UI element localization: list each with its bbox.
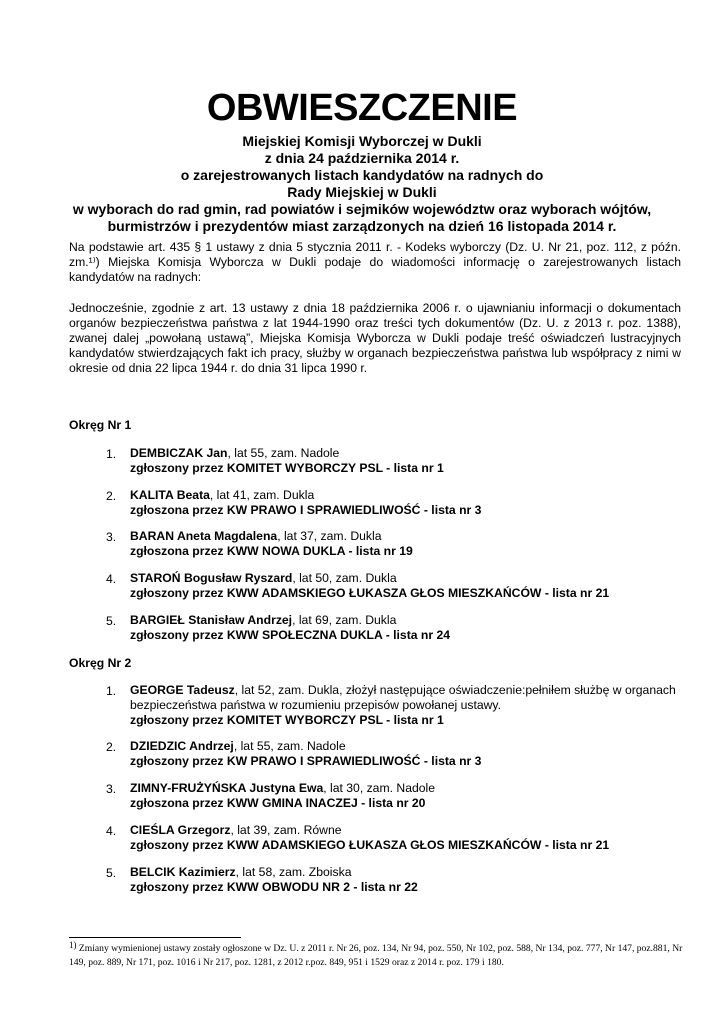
- candidate-details: , lat 50, zam. Dukla: [292, 571, 397, 585]
- candidate-name: ZIMNY-FRUŻYŃSKA Justyna Ewa: [130, 781, 324, 795]
- candidate-number: 2.: [106, 740, 117, 754]
- candidate-number: 1.: [106, 447, 117, 461]
- candidate-name: DZIEDZIC Andrzej: [130, 739, 234, 753]
- candidate-name: BELCIK Kazimierz: [130, 865, 236, 879]
- candidate-name: BARAN Aneta Magdalena: [130, 529, 278, 543]
- candidate-number: 2.: [106, 489, 117, 503]
- candidate-details: , lat 55, zam. Nadole: [227, 446, 340, 460]
- candidate-number: 3.: [106, 782, 117, 796]
- candidate-number: 1.: [106, 684, 117, 698]
- candidate-submitted-by: zgłoszony przez KOMITET WYBORCZY PSL - lista nr 1: [130, 713, 444, 727]
- subtitle-line: Miejskiej Komisji Wyborczej w Dukli: [242, 133, 482, 149]
- candidate-submitted-by: zgłoszona przez KW PRAWO I SPRAWIEDLIWOŚĆ - lista nr 3: [130, 503, 482, 517]
- candidate-number: 4.: [106, 572, 117, 586]
- candidate-submitted-by: zgłoszona przez KWW NOWA DUKLA - lista nr 19: [130, 544, 413, 558]
- candidate-submitted-by: zgłoszony przez KWW OBWODU NR 2 - lista nr 22: [130, 880, 418, 894]
- candidate-entry: [106, 683, 686, 728]
- footnote-marker: 1): [69, 940, 77, 950]
- candidate-details: , lat 55, zam. Nadole: [233, 739, 346, 753]
- subtitle-line: burmistrzów i prezydentów miast zarządzonych na dzień 16 listopada 2014 r.: [107, 218, 617, 234]
- subtitle-line: z dnia 24 października 2014 r.: [264, 150, 460, 166]
- candidate-entry: [106, 613, 686, 643]
- document-subtitle: [40, 133, 684, 235]
- lustration-paragraph: Jednocześnie, zgodnie z art. 13 ustawy z dnia 18 października 2006 r. o ujawnianiu informacji o dokumentach organów bezpieczeństwa państwa z lat 1944-1990 oraz treści tych dokumentów (Dz. U. z 2013 r. poz. 1388), zwanej dalej „powołaną ustawą”, Miejska Komisja Wyborcza w Dukli podaje treść oświadczeń lustracyjnych kandydatów stwierdzających fakt ich pracy, służby w organach bezpieczeństwa państwa lub współpracy z nimi w okresie od dnia 22 lipca 1944 r. do dnia 31 lipca 1990 r.: [69, 301, 681, 375]
- candidate-name: GEORGE Tadeusz: [130, 683, 235, 697]
- candidate-details: , lat 69, zam. Dukla: [292, 613, 397, 627]
- candidate-entry: [106, 529, 686, 559]
- candidate-entry: [106, 739, 686, 769]
- candidate-submitted-by: zgłoszony przez KWW ADAMSKIEGO ŁUKASZA GŁOS MIESZKAŃCÓW - lista nr 21: [130, 838, 610, 852]
- candidate-entry: [106, 446, 686, 476]
- candidate-submitted-by: zgłoszona przez KWW GMINA INACZEJ - lista nr 20: [130, 796, 426, 810]
- subtitle-line: o zarejestrowanych listach kandydatów na radnych do: [180, 167, 544, 183]
- candidate-name: KALITA Beata: [130, 488, 210, 502]
- candidate-name: DEMBICZAK Jan: [130, 446, 228, 460]
- candidate-number: 5.: [106, 614, 117, 628]
- district-heading: Okręg Nr 2: [69, 656, 132, 670]
- candidate-details: , lat 41, zam. Dukla: [209, 488, 315, 502]
- candidate-submitted-by: zgłoszony przez KW PRAWO I SPRAWIEDLIWOŚĆ - lista nr 3: [130, 754, 482, 768]
- candidate-name: STAROŃ Bogusław Ryszard: [130, 571, 293, 585]
- document-title: OBWIESZCZENIE: [206, 87, 518, 129]
- candidate-details: , lat 58, zam. Zboiska: [235, 865, 352, 879]
- subtitle-line: Rady Miejskiej w Dukli: [287, 184, 437, 200]
- legal-basis-paragraph: Na podstawie art. 435 § 1 ustawy z dnia 5 stycznia 2011 r. - Kodeks wyborczy (Dz. U. Nr 21, poz. 112, z późn. zm.¹⁾) Miejska Komisja Wyborcza w Dukli podaje do wiadomości informację o zarejestrowanych listach kandydatów na radnych:: [69, 240, 681, 284]
- candidate-entry: [106, 865, 686, 895]
- candidate-name: CIEŚLA Grzegorz: [130, 823, 231, 837]
- candidate-statement: bezpieczeństwa państwa w rozumieniu przepisów powołanej ustawy.: [130, 698, 502, 712]
- candidate-entry: [106, 488, 686, 518]
- candidate-details: , lat 30, zam. Nadole: [323, 781, 436, 795]
- candidate-entry: [106, 781, 686, 811]
- candidate-name: BARGIEŁ Stanisław Andrzej: [130, 613, 293, 627]
- candidate-submitted-by: zgłoszony przez KWW SPOŁECZNA DUKLA - lista nr 24: [130, 628, 451, 642]
- candidate-number: 3.: [106, 530, 117, 544]
- candidate-submitted-by: zgłoszony przez KWW ADAMSKIEGO ŁUKASZA GŁOS MIESZKAŃCÓW - lista nr 21: [130, 586, 610, 600]
- candidate-number: 4.: [106, 824, 117, 838]
- candidate-entry: [106, 571, 686, 601]
- candidate-details: , lat 37, zam. Dukla: [277, 529, 382, 543]
- district-heading: Okręg Nr 1: [69, 418, 132, 432]
- candidate-details: , lat 52, zam. Dukla, złożył następujące oświadczenie:pełniłem służbę w organach: [234, 683, 676, 697]
- candidate-details: , lat 39, zam. Równe: [230, 823, 342, 837]
- candidate-number: 5.: [106, 866, 117, 880]
- footnote: [69, 938, 689, 970]
- footnote-text: Zmiany wymienionej ustawy zostały ogłoszone w Dz. U. z 2011 r. Nr 26, poz. 134, Nr 94, poz. 550, Nr 102, poz. 588, Nr 134, poz. 777, Nr 147, poz.881, Nr 149, poz. 889, Nr 171, poz. 1016 i Nr 217, poz. 1281, z 2012 r.poz. 849, 951 i 1529 oraz z 2014 r. poz. 179 i 180.: [69, 943, 683, 968]
- candidate-submitted-by: zgłoszony przez KOMITET WYBORCZY PSL - lista nr 1: [130, 461, 444, 475]
- subtitle-line: w wyborach do rad gmin, rad powiatów i sejmików województw oraz wyborach wójtów,: [72, 201, 652, 217]
- candidate-entry: [106, 823, 686, 853]
